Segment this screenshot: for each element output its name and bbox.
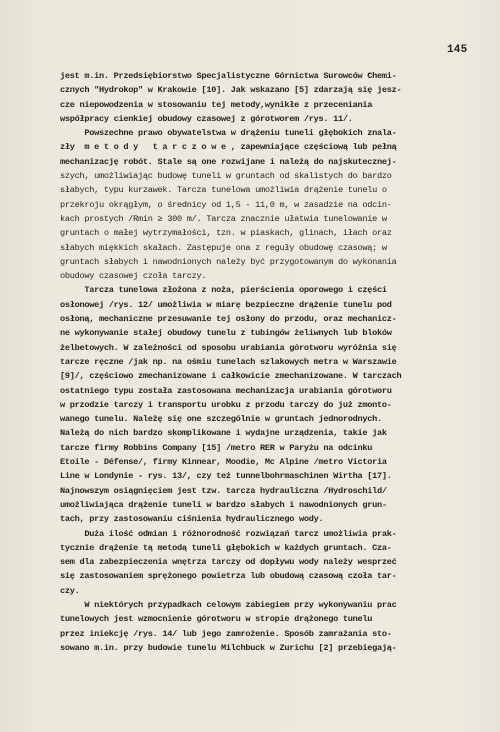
text-line: kach prostych /Rmin ≥ 300 m/. Tarcza znacznie ułatwia tunelowanie w xyxy=(60,213,387,224)
text-line: wanego tunelu. Należę się one szczególnie w gruntach jednorodnych. xyxy=(60,414,382,425)
text-line: osłonowej /rys. 12/ umożliwia w miarę bezpieczne drążenie tunelu pod xyxy=(60,299,392,310)
text-line: jest m.in. Przedsiębiorstwo Specjalistyczne Górnictwa Surowców Chemi- xyxy=(60,71,397,81)
text-line: ostatniego typu została zastosowana mechanizacja urabiania górotworu xyxy=(60,385,392,396)
text-line: tarcze ręczne /jak np. na ośmiu tunelach szlakowych metra w Warszawie xyxy=(60,356,397,367)
text-line: gruntach słabych i nawodnionych należy być przygotowanym do wykonania xyxy=(60,256,397,267)
text-line: [9]/, częściowo zmechanizowane i całkowicie zmechanizowane. W tarczach xyxy=(60,371,402,382)
text-line: sem dla zabezpieczenia wnętrza tarczy od dopływu wody należy wesprzeć xyxy=(60,557,397,568)
text-line: Powszechne prawo obywatelstwa w drążeniu tuneli głębokich znala- xyxy=(60,128,397,139)
text-line: mechanizację robót. Stale są one rozwijane i należą do najskutecznej- xyxy=(60,156,397,167)
text-line: Etoile - Défense/, firmy Kinnear, Moodie, Mc Alpine /metro Victoria xyxy=(60,457,387,468)
text-line: przekroju okrągłym, o średnicy od 1,5 - 11,0 m, w zasadzie na odcin- xyxy=(60,199,392,210)
text-line: tunelowych jest wzmocnienie górotworu w stropie drążonego tunelu xyxy=(60,614,373,625)
text-line: tycznie drążenie tą metodą tuneli głębokich w każdych gruntach. Cza- xyxy=(60,542,392,553)
text-line: W niektórych przypadkach celowym zabiegiem przy wykonywaniu prac xyxy=(60,599,397,610)
text-line: Tarcza tunelowa złożona z noża, pierścienia oporowego i części xyxy=(60,285,387,296)
body-text xyxy=(60,69,460,655)
text-line: osłoną, mechaniczne przesuwanie tej osłony do przodu, oraz mechanicz- xyxy=(60,314,397,325)
text-line: cznych "Hydrokop" w Krakowie [10]. Jak wskazano [5] zdarzają się jesz- xyxy=(60,85,402,96)
text-line: obudowy czasowej czoła tarczy. xyxy=(60,271,207,282)
text-line: słabych miękkich skałach. Zastępuje ona z reguły obudowę czasową; w xyxy=(60,242,387,253)
text-line: się zastosowaniem sprężonego powietrza lub obudową czasową czoła tar- xyxy=(60,571,397,582)
text-line: przez iniekcję /rys. 14/ lub jego zamrożenie. Sposób zamrażania sto- xyxy=(60,628,392,639)
text-line: słabych, typu kurzawek. Tarcza tunelowa umożliwia drążenie tunelu o xyxy=(60,185,387,196)
text-line: gruntach o małej wytrzymałości, tzn. w piaskach, glinach, iłach oraz xyxy=(60,228,392,239)
text-line: współpracy cienkiej obudowy czasowej z górotworem /rys. 11/. xyxy=(60,113,353,124)
text-line: ne wykonywanie stałej obudowy tunelu z tubingów żeliwnych lub bloków xyxy=(60,328,392,339)
text-line: żelbetowych. W zależności od sposobu urabiania górotworu wyróżnia się xyxy=(60,342,397,353)
page-number: 145 xyxy=(447,44,468,56)
text-line: Najnowszym osiągnięciem jest tzw. tarcza hydrauliczna /Hydroschild/ xyxy=(60,485,387,496)
text-line: czy. xyxy=(60,585,80,596)
text-line: tarcze firmy Robbins Company [15] /metro RER w Paryżu na odcinku xyxy=(60,442,373,453)
text-line: Line w Londynie - rys. 13/, czy też tunnelbohrmaschinen Wirtha [17]. xyxy=(60,471,392,482)
text-line: Należą do nich bardzo skomplikowane i wydajne urządzenia, takie jak xyxy=(60,428,387,439)
text-line: sowano m.in. przy budowie tunelu Milchbuck w Zurichu [2] przebiegają- xyxy=(60,642,397,653)
text-line: zły m e t o d y t a r c z o w e , zapewniające częściową lub pełną xyxy=(60,142,397,153)
text-line: tach, przy zastosowaniu ciśnienia hydraulicznego wody. xyxy=(60,514,324,525)
text-line: cze niepowodzenia w stosowaniu tej metody,wynikłe z przeceniania xyxy=(60,99,373,110)
text-line: w przodzie tarczy i transportu urobku z przodu tarczy do już zmonto- xyxy=(60,399,392,410)
text-line: umożliwiająca drążenie tuneli w bardzo słabych i nawodnionych grun- xyxy=(60,499,387,510)
text-line: Duża ilość odmian i różnorodność rozwiązań tarcz umożliwia prak- xyxy=(60,528,397,539)
text-line: szych, umożliwiając budowę tuneli w gruntach od skalistych do bardzo xyxy=(60,171,392,182)
